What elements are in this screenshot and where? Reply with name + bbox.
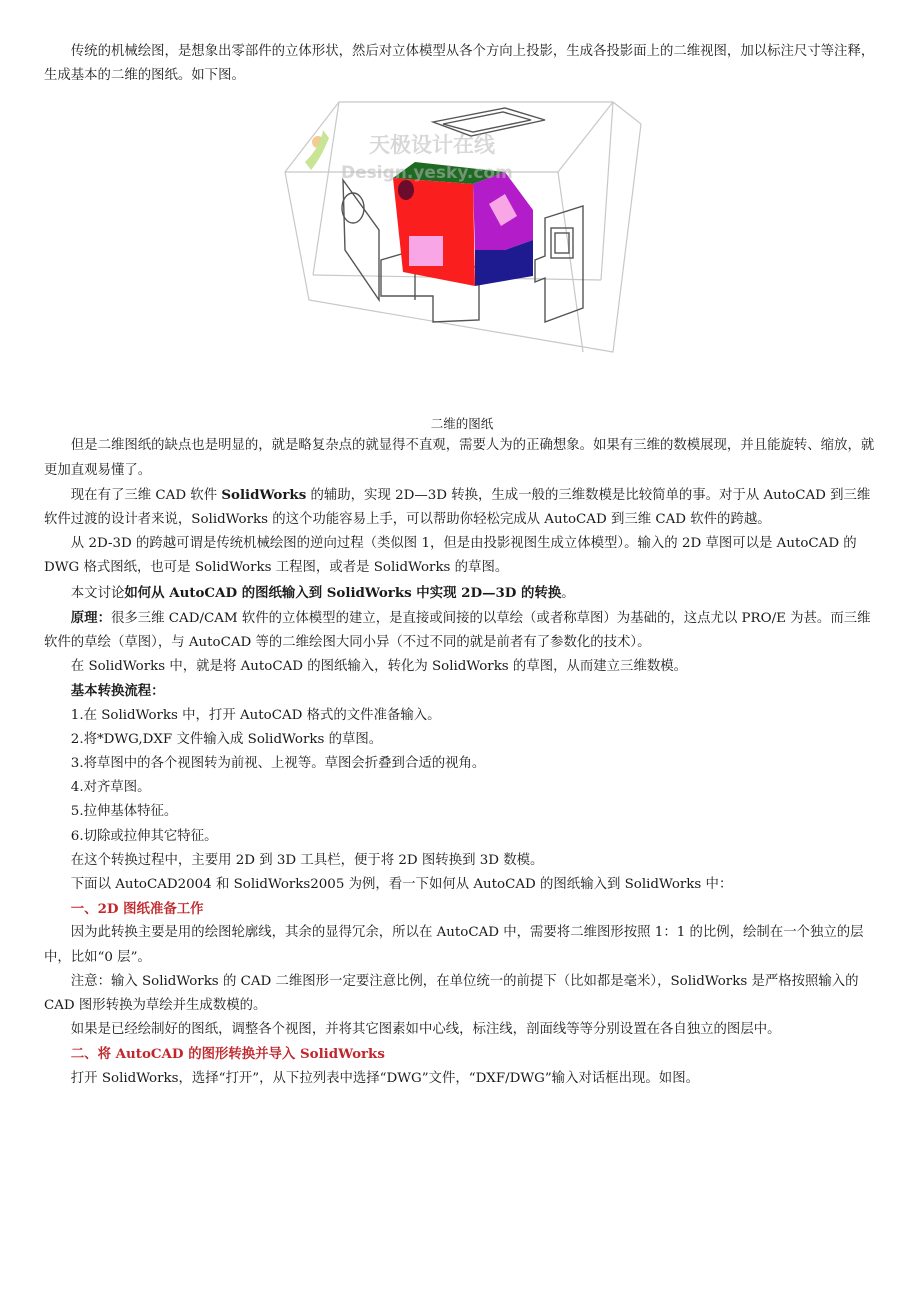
p2-text-before: 现在有了三维 CAD 软件 — [70, 487, 222, 503]
paragraph-sketch: 在 SolidWorks 中，就是将 AutoCAD 的图纸输入，转化为 SolidWorks 的草图，从而建立三维数模。 — [70, 659, 688, 675]
projection-illustration — [283, 100, 643, 370]
flow-title: 基本转换流程： — [70, 683, 165, 700]
flow-step: 3.将草图中的各个视图转为前视、上视等。草图会折叠到合适的视角。 — [70, 756, 486, 772]
solid-hole — [398, 180, 414, 200]
left-view-projection — [342, 180, 379, 300]
watermark-en: Design.yesky.com — [341, 163, 513, 184]
p2-text-after: 的辅助，实现 2D—3D 转换，生成一般的三维数模是比较简单的事。对于从 AutoCAD 到三维软件过渡的设计者来说，SolidWorks 的这个功能容易上手，可以帮助你轻松完成从 AutoCAD 到三维 CAD 软件的跨越。 — [44, 487, 871, 528]
watermark — [305, 130, 513, 183]
p4-bold-topic: 如何从 AutoCAD 的图纸输入到 SolidWorks 中实现 2D—3D 的转换 — [124, 584, 562, 601]
p4-text-after: 。 — [561, 585, 575, 601]
p4-text-before: 本文讨论 — [70, 585, 125, 601]
paragraph-principle — [44, 606, 880, 655]
paragraph-example: 下面以 AutoCAD2004 和 SolidWorks2005 为例，看一下如何从 AutoCAD 的图纸输入到 SolidWorks 中： — [70, 877, 733, 893]
paragraph-solidworks-intro — [44, 483, 880, 532]
right-view-projection — [535, 206, 583, 322]
paragraph-existing-drawing: 如果是已经绘制好的图纸，调整各个视图，并将其它图素如中心线，标注线，剖面线等等分别设置在各自独立的图层中。 — [70, 1022, 781, 1038]
document-page — [44, 40, 880, 1091]
principle-text: 很多三维 CAD/CAM 软件的立体模型的建立，是直接或间接的以草绘（或者称草图）为基础的，这点尤以 PRO/E 为甚。而三维软件的草绘（草图），与 AutoCAD 等的二维绘图大同小异（不过不同的就是前者有了参数化的技术）。 — [44, 610, 871, 651]
paragraph-layer: 因为此转换主要是用的绘图轮廓线，其余的显得冗余，所以在 AutoCAD 中，需要将二维图形按照 1：1 的比例，绘制在一个独立的层中，比如“0 层”。 — [44, 925, 864, 965]
flow-step: 4.对齐草图。 — [70, 780, 151, 796]
figure-caption: 二维的图纸 — [430, 416, 494, 432]
section-heading-2: 二、将 AutoCAD 的图形转换并导入 SolidWorks — [70, 1046, 385, 1063]
paragraph-scale-note: 注意：输入 SolidWorks 的 CAD 二维图形一定要注意比例，在单位统一的前提下（比如都是毫米），SolidWorks 是严格按照输入的 CAD 图形转换为草绘并生成数模的。 — [44, 973, 859, 1014]
p2-bold-solidworks: SolidWorks — [221, 486, 307, 503]
principle-label: 原理： — [70, 609, 111, 626]
paragraph-toolbar: 在这个转换过程中，主要用 2D 到 3D 工具栏，便于将 2D 图转换到 3D 数模。 — [70, 852, 544, 868]
flow-step: 6.切除或拉伸其它特征。 — [70, 828, 218, 844]
flow-step: 2.将*DWG,DXF 文件输入成 SolidWorks 的草图。 — [70, 731, 383, 747]
solid-pink-pocket — [409, 236, 443, 266]
paragraph-topic — [44, 581, 880, 606]
intro-paragraph: 传统的机械绘图，是想象出零部件的立体形状，然后对立体模型从各个方向上投影，生成各投影面上的二维视图，加以标注尺寸等注释，生成基本的二维的图纸。如下图。 — [44, 44, 875, 84]
section-heading-1: 一、2D 图纸准备工作 — [70, 901, 204, 918]
paragraph-drawback: 但是二维图纸的缺点也是明显的，就是略复杂点的就显得不直观，需要人为的正确想象。如果有三维的数模展现，并且能旋转、缩放，就更加直观易懂了。 — [44, 438, 875, 478]
flow-step: 5.拉伸基体特征。 — [70, 804, 178, 820]
paragraph-reverse-process: 从 2D-3D 的跨越可谓是传统机械绘图的逆向过程（类似图 1，但是由投影视图生成立体模型）。输入的 2D 草图可以是 AutoCAD 的 DWG 格式图纸，也可是 SolidWorks 工程图，或者是 SolidWorks 的草图。 — [44, 536, 857, 576]
top-view-projection — [433, 108, 545, 136]
watermark-cn: 天极设计在线 — [369, 133, 495, 158]
paragraph-open-dialog: 打开 SolidWorks，选择“打开”，从下拉列表中选择“DWG”文件，“DXF/DWG”输入对话框出现。如图。 — [70, 1070, 699, 1086]
flow-step: 1.在 SolidWorks 中，打开 AutoCAD 格式的文件准备输入。 — [70, 707, 441, 723]
projection-figure — [44, 88, 880, 414]
